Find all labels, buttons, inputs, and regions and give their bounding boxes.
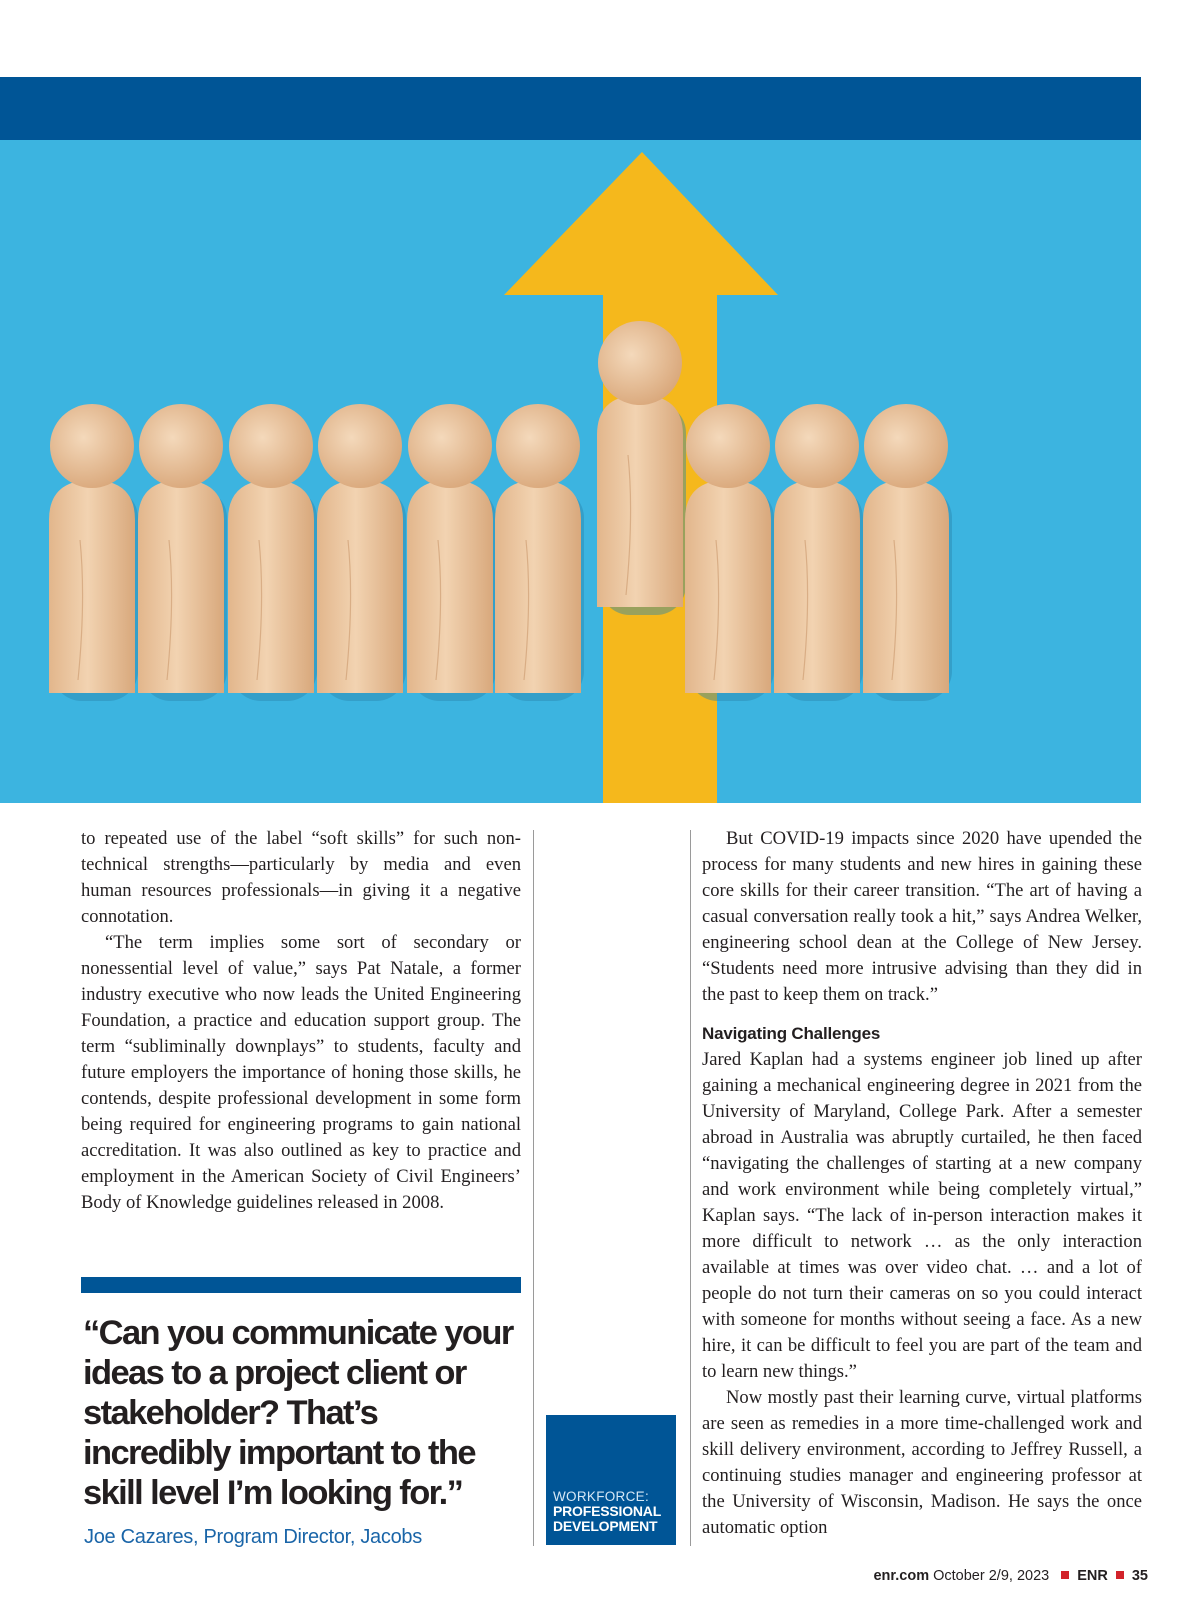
wooden-figure: [774, 404, 863, 701]
folio-date: October 2/9, 2023: [933, 1568, 1050, 1584]
article-left-column: [81, 826, 521, 1216]
folio-separator-icon: [1061, 1571, 1069, 1579]
column-divider: [533, 830, 534, 1546]
wooden-figure: [228, 404, 317, 701]
wooden-figure: [495, 404, 584, 701]
pull-quote-rule: [81, 1277, 521, 1293]
wooden-figure: [49, 404, 138, 701]
wooden-figure: [138, 404, 227, 701]
column-divider: [690, 830, 691, 1546]
folio-site: enr.com: [873, 1568, 930, 1584]
pull-quote-credit: Joe Cazares, Program Director, Jacobs: [84, 1526, 422, 1548]
section-tag-category: WORKFORCE:: [553, 1489, 649, 1504]
section-subhead: Navigating Challenges: [702, 1024, 881, 1043]
article-paragraph: Jared Kaplan had a systems engineer job lined up after gaining a mechanical engineering degree in 2021 from the University of Maryland, College Park. After a semester abroad in Australia was abruptly curtailed, he then faced “navigating the challenges of starting at a new company and work environment while being completely virtual,” Kaplan says. “The lack of in-person interaction makes it more difficult to network … as the only interaction available at times was over video chat. … and a lot of people do not turn their cameras on so you could interact with someone for months without seeing a face. As a new hire, it can be difficult to feel you are part of the team and to learn new things.”: [702, 1049, 1142, 1382]
section-tag-topic: DEVELOPMENT: [553, 1518, 658, 1534]
wooden-figure: [685, 404, 774, 701]
wooden-figure: [407, 404, 496, 701]
wooden-figure: [597, 321, 686, 615]
article-right-column: [702, 826, 1142, 1541]
wooden-figures-illustration: [0, 140, 1141, 803]
page-folio: [873, 1568, 1148, 1584]
article-paragraph: to repeated use of the label “soft skills” for such non-technical strengths—particularly by media and even human resources professionals—in giving it a negative connotation.: [81, 828, 521, 927]
article-paragraph: “The term implies some sort of secondary or nonessential level of value,” says Pat Natale, a former industry executive who now leads the United Engineering Foundation, a practice and education support group. The term “subliminally downplays” to students, faculty and future employers the importance of honing those skills, he contends, despite professional development in some form being required for engineering programs to gain national accreditation. It was also outlined as key to practice and employment in the American Society of Civil Engineers’ Body of Knowledge guidelines released in 2008.: [81, 932, 521, 1213]
folio-magazine: ENR: [1077, 1568, 1108, 1584]
wooden-figures: [49, 321, 952, 701]
page-number: 35: [1131, 1568, 1148, 1584]
wooden-figure: [863, 404, 952, 701]
article-paragraph: Now mostly past their learning curve, virtual platforms are seen as remedies in a more time-challenged work and skill delivery environment, according to Jeffrey Russell, a continuing studies manager and engineering professor at the University of Wisconsin, Madison. He says the once automatic option: [702, 1387, 1142, 1538]
folio-separator-icon: [1116, 1571, 1124, 1579]
section-tag-topic: PROFESSIONAL: [553, 1503, 662, 1519]
hero-photo: [0, 140, 1141, 803]
header-color-band: [0, 77, 1141, 140]
section-tag: [546, 1415, 676, 1545]
wooden-figure: [317, 404, 406, 701]
pull-quote: “Can you communicate your ideas to a project client or stakeholder? That’s incredibly important to the skill level I’m looking for.”: [83, 1314, 513, 1512]
article-paragraph: But COVID-19 impacts since 2020 have upended the process for many students and new hires in gaining these core skills for their career transition. “The art of having a casual conversation really took a hit,” says Andrea Welker, engineering school dean at the College of New Jersey. “Students need more intrusive advising than they did in the past to keep them on track.”: [702, 828, 1142, 1005]
